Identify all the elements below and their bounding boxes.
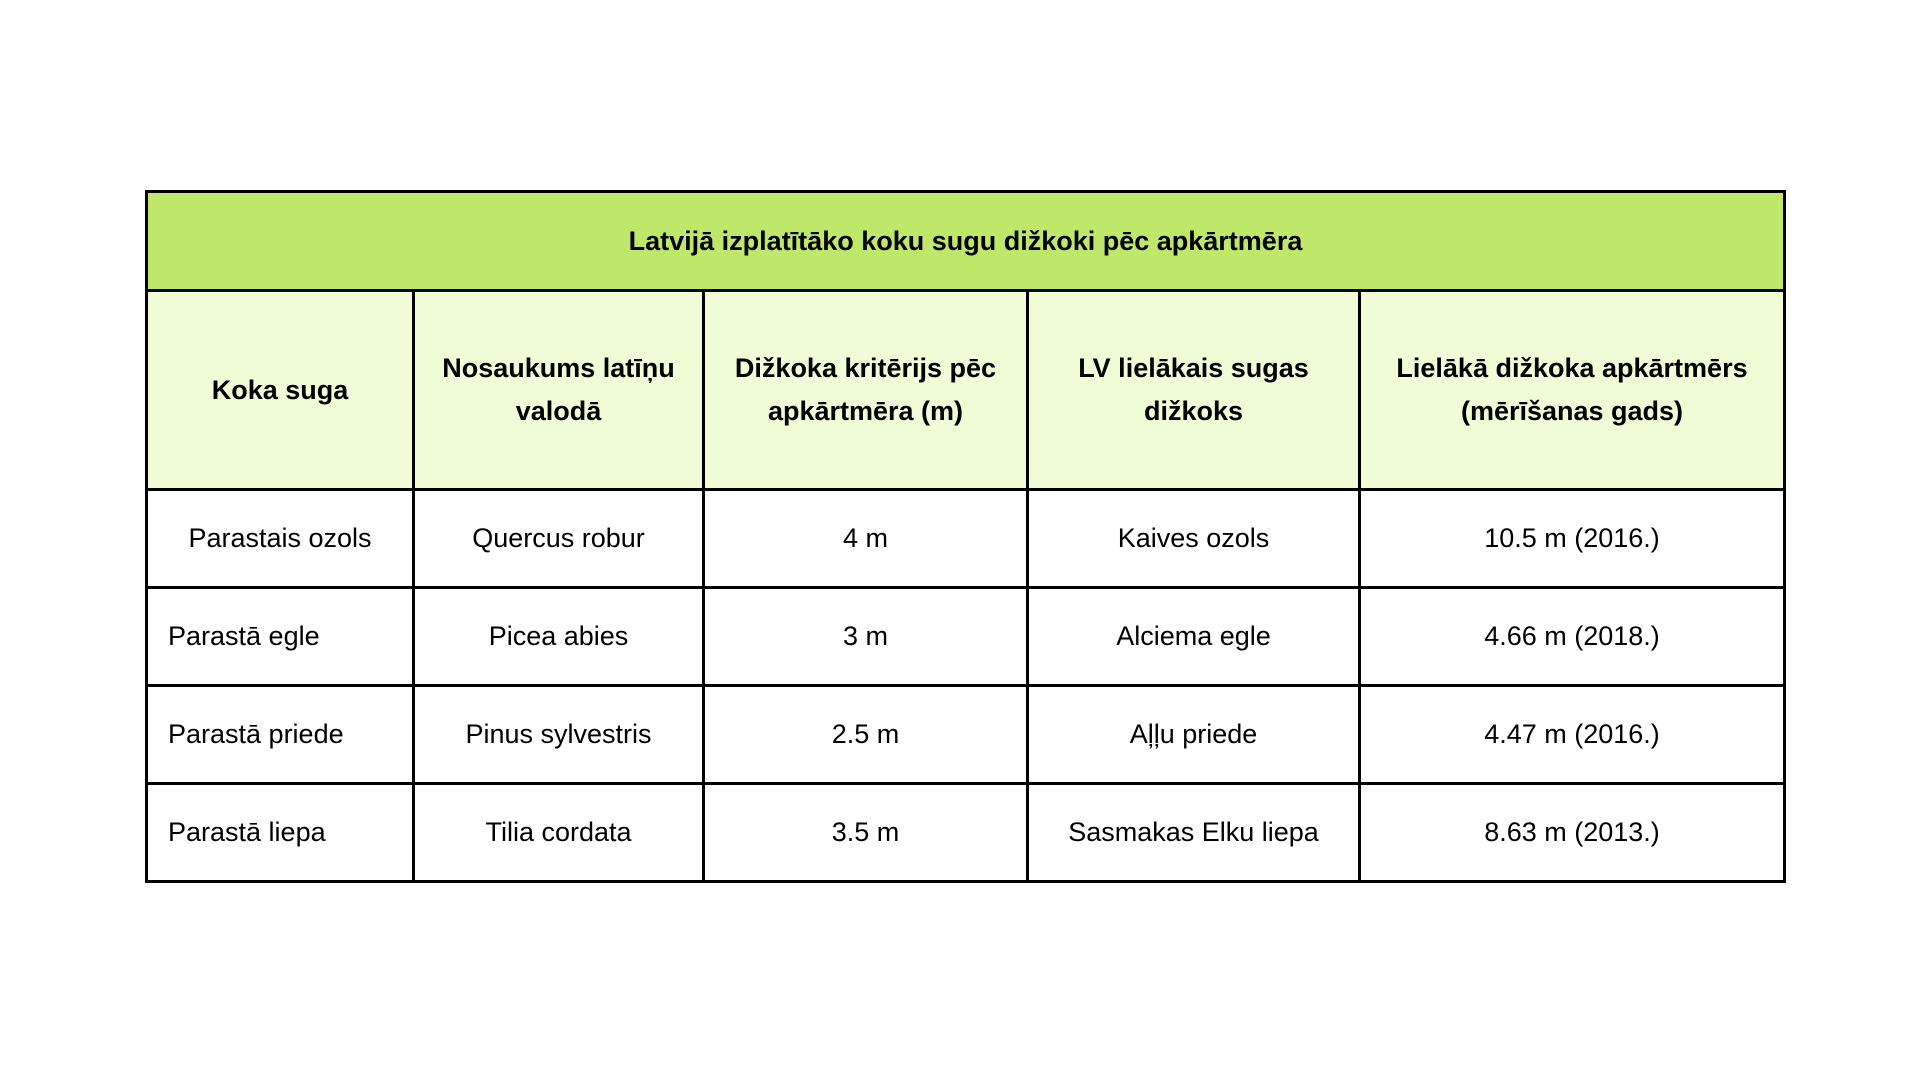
- cell-largest-girth: 10.5 m (2016.): [1360, 490, 1785, 588]
- header-largest-tree: LV lielākais sugas dižkoks: [1028, 291, 1360, 490]
- cell-girth-criterion: 3.5 m: [704, 784, 1028, 882]
- header-latin-name: Nosaukums latīņu valodā: [414, 291, 704, 490]
- cell-tree-species: Parastais ozols: [147, 490, 414, 588]
- header-tree-species: Koka suga: [147, 291, 414, 490]
- table-title: Latvijā izplatītāko koku sugu dižkoki pēc apkārtmēra: [147, 192, 1785, 291]
- header-girth-criterion: Dižkoka kritērijs pēc apkārtmēra (m): [704, 291, 1028, 490]
- cell-tree-species: Parastā priede: [147, 686, 414, 784]
- cell-latin-name: Quercus robur: [414, 490, 704, 588]
- cell-largest-girth: 8.63 m (2013.): [1360, 784, 1785, 882]
- cell-largest-girth: 4.66 m (2018.): [1360, 588, 1785, 686]
- header-largest-girth: Lielākā dižkoka apkārtmērs (mērīšanas gads): [1360, 291, 1785, 490]
- table-header-row: [147, 291, 1785, 490]
- table-title-row: [147, 192, 1785, 291]
- cell-largest-girth: 4.47 m (2016.): [1360, 686, 1785, 784]
- cell-girth-criterion: 2.5 m: [704, 686, 1028, 784]
- table-row: [147, 490, 1785, 588]
- cell-latin-name: Pinus sylvestris: [414, 686, 704, 784]
- cell-largest-tree: Kaives ozols: [1028, 490, 1360, 588]
- cell-largest-tree: Sasmakas Elku liepa: [1028, 784, 1360, 882]
- cell-latin-name: Picea abies: [414, 588, 704, 686]
- cell-largest-tree: Alciema egle: [1028, 588, 1360, 686]
- cell-tree-species: Parastā egle: [147, 588, 414, 686]
- cell-latin-name: Tilia cordata: [414, 784, 704, 882]
- cell-girth-criterion: 4 m: [704, 490, 1028, 588]
- table-row: [147, 784, 1785, 882]
- big-trees-table: [145, 190, 1786, 883]
- table-row: [147, 588, 1785, 686]
- table-row: [147, 686, 1785, 784]
- cell-tree-species: Parastā liepa: [147, 784, 414, 882]
- cell-largest-tree: Aļļu priede: [1028, 686, 1360, 784]
- cell-girth-criterion: 3 m: [704, 588, 1028, 686]
